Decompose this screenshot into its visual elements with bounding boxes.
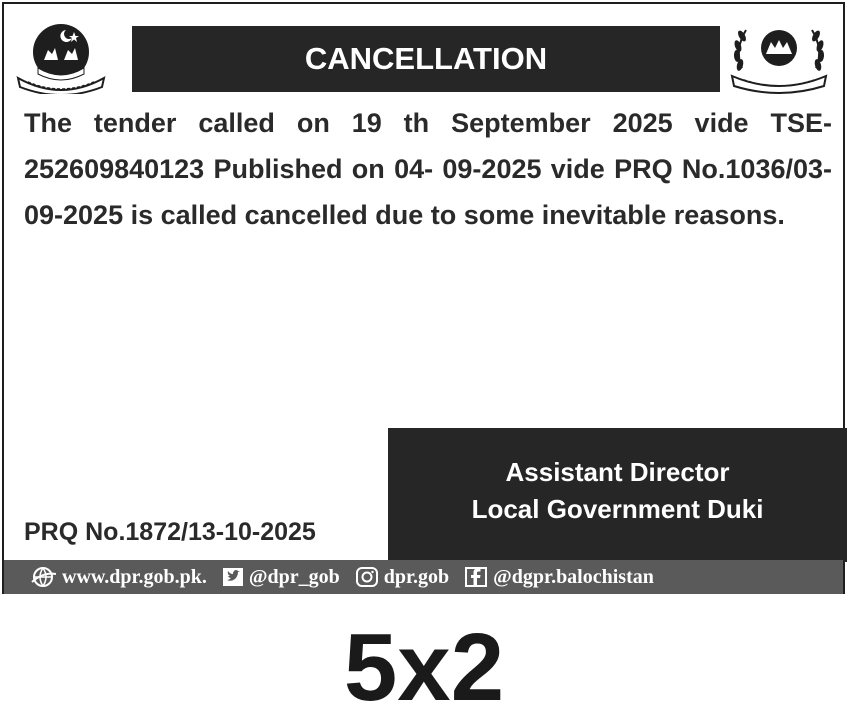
- signatory-office: Local Government Duki: [471, 494, 764, 524]
- advertisement-frame: [2, 2, 845, 594]
- notice-title: CANCELLATION: [304, 41, 548, 76]
- notice-title-banner: [132, 26, 720, 92]
- twitter-icon: [223, 568, 243, 586]
- footer-contact-bar: [4, 560, 843, 594]
- footer-instagram[interactable]: [356, 566, 449, 589]
- dgpr-balochistan-logo-icon: [722, 18, 836, 94]
- instagram-icon: [356, 567, 378, 587]
- prq-number: PRQ No.1872/13-10-2025: [24, 518, 316, 546]
- notice-body-line: 09-2025 is called cancelled due to some inevitable reasons.: [24, 200, 785, 230]
- ad-size-label: 5x2: [343, 614, 505, 711]
- footer-instagram-text: dpr.gob: [383, 565, 450, 588]
- balochistan-government-emblem-icon: [14, 16, 108, 94]
- footer-website-text: www.dpr.gob.pk.: [62, 565, 207, 588]
- footer-twitter-text: @dpr_gob: [248, 565, 340, 588]
- footer-facebook-text: @dgpr.balochistan: [493, 565, 654, 588]
- footer-facebook[interactable]: [465, 566, 654, 589]
- notice-body-line: The tender called on 19 th September 2025 vide TSE-: [24, 108, 832, 138]
- signatory-block: [388, 428, 847, 562]
- globe-icon: [30, 566, 56, 588]
- facebook-icon: [465, 567, 487, 587]
- notice-body-line: 252609840123 Published on 04- 09-2025 vide PRQ No.1036/03-: [24, 154, 832, 184]
- notice-body: [24, 100, 832, 238]
- footer-twitter[interactable]: [223, 566, 340, 589]
- footer-website[interactable]: [30, 566, 207, 589]
- signatory-designation: Assistant Director: [505, 457, 730, 487]
